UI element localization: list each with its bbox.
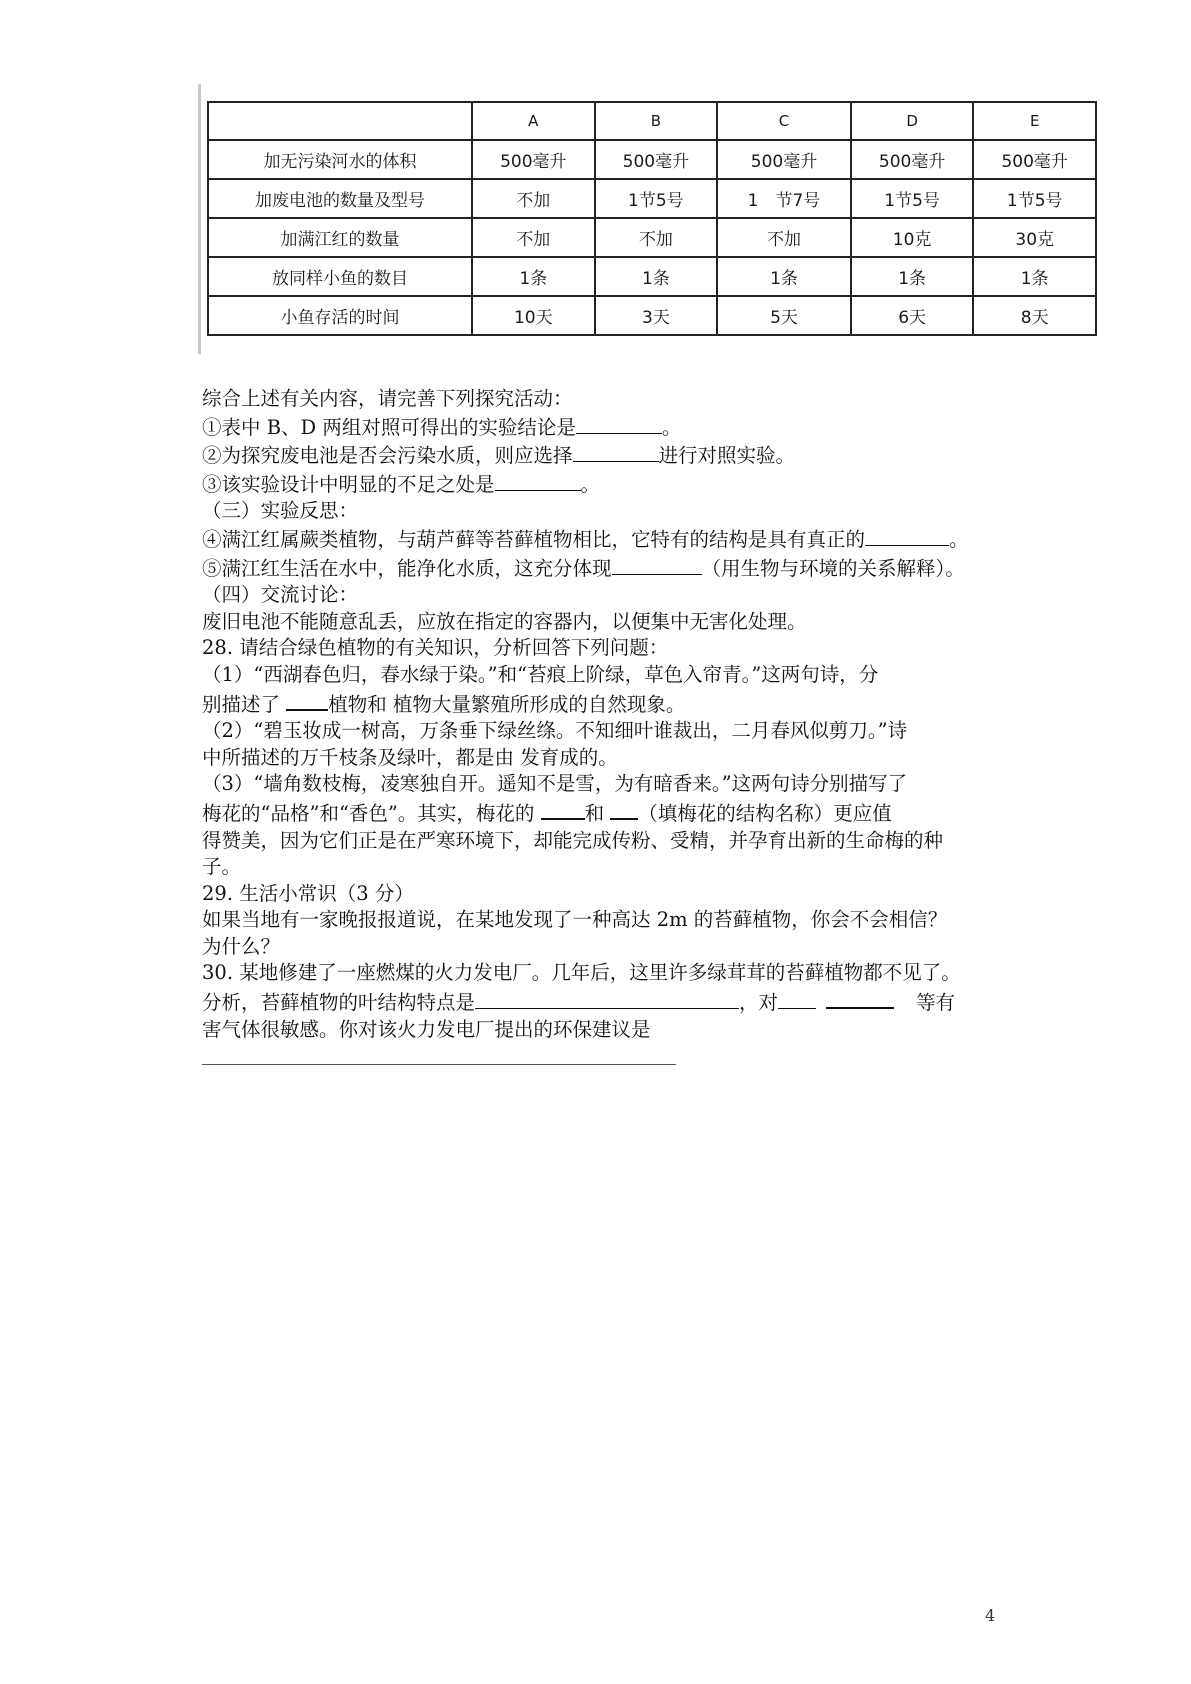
text-segment: ①表中 B、D 两组对照可得出的实验结论是: [202, 415, 576, 439]
table-row: [208, 257, 1096, 296]
text-line: 28. 请结合绿色植物的有关知识，分析回答下列问题：: [202, 636, 669, 660]
text-segment: 植物和 植物大量繁殖所形成的自然现象。: [328, 692, 686, 716]
table-header-cell: A: [472, 102, 595, 140]
text-line: [202, 554, 1002, 583]
text-line: （2）“碧玉妆成一树高，万条垂下绿丝绦。不知细叶谁裁出，二月春风似剪刀。”诗: [202, 719, 908, 743]
answer-blank: [778, 988, 816, 1009]
text-line: （四）交流讨论：: [202, 583, 359, 607]
table-cell: 30克: [973, 218, 1096, 257]
text-line: 综合上述有关内容，请完善下列探究活动：: [202, 387, 573, 410]
text-line: 29. 生活小常识（3 分）: [202, 881, 414, 905]
row-label: 加废电池的数量及型号: [208, 179, 472, 218]
text-line: [202, 798, 1002, 828]
table-cell: 3天: [595, 296, 718, 335]
answer-blank: [612, 554, 702, 575]
text-segment: 。: [580, 472, 601, 496]
table-cell: 500毫升: [851, 140, 974, 179]
text-line: 得赞美，因为它们正是在严寒环境下，却能完成传粉、受精，并孕育出新的生命梅的种: [202, 828, 944, 852]
answer-blank: [610, 798, 638, 820]
row-label: 加满江红的数量: [208, 218, 472, 257]
table-cell: 1节5号: [851, 179, 974, 218]
text-segment: ③该实验设计中明显的不足之处是: [202, 472, 495, 496]
table-cell: 500毫升: [717, 140, 851, 179]
text-segment: 分析，苔藓植物的叶结构特点是: [202, 991, 476, 1015]
row-label: 加无污染河水的体积: [208, 140, 472, 179]
table-cell: 5天: [717, 296, 851, 335]
text-line: 害气体很敏感。你对该火力发电厂提出的环保建议是: [202, 1017, 651, 1041]
text-segment: 别描述了: [202, 692, 287, 716]
text-segment: ②为探究废电池是否会污染水质，则应选择: [202, 444, 573, 468]
text-segment: （用生物与环境的关系解释）。: [701, 556, 965, 580]
table-cell: 不加: [717, 218, 851, 257]
text-line: [202, 470, 1002, 499]
text-line: （1）“西湖春色归，春水绿于染。”和“苔痕上阶绿，草色入帘青。”这两句诗，分: [202, 662, 879, 686]
table-header-cell: B: [595, 102, 718, 140]
text-segment: ④满江红属蕨类植物，与葫芦藓等苔藓植物相比，它特有的结构是具有真正的: [202, 527, 866, 551]
text-segment: 进行对照实验。: [658, 444, 796, 468]
row-label: 放同样小鱼的数目: [208, 257, 472, 296]
table-cell: 不加: [472, 179, 595, 218]
text-line: [202, 525, 1002, 554]
answer-line: [202, 1064, 676, 1065]
table-cell: 500毫升: [595, 140, 718, 179]
text-line: （3）“墙角数枝梅，凌寒独自开。遥知不是雪，为有暗香来。”这两句诗分别描写了: [202, 772, 908, 796]
table-row: [208, 179, 1096, 218]
question-text: [202, 386, 1002, 1043]
table-cell: 不加: [595, 218, 718, 257]
table-header-corner: [208, 102, 472, 140]
table-row: [208, 140, 1096, 179]
table-cell: 1节5号: [973, 179, 1096, 218]
table-header-cell: E: [973, 102, 1096, 140]
answer-blank: [475, 988, 739, 1009]
answer-blank: [865, 525, 949, 546]
text-line: 30. 某地修建了一座燃煤的火力发电厂。几年后，这里许多绿茸茸的苔藓植物都不见了。: [202, 961, 961, 985]
row-label: 小鱼存活的时间: [208, 296, 472, 335]
answer-blank: [826, 987, 894, 1009]
text-segment: （填梅花的结构名称）更应值: [638, 801, 892, 825]
table-cell: 1 节7号: [717, 179, 851, 218]
text-segment: ⑤满江红生活在水中，能净化水质，这充分体现: [202, 556, 612, 580]
table-header-row: [208, 102, 1096, 140]
table-cell: 1条: [851, 257, 974, 296]
table-row: [208, 218, 1096, 257]
table-cell: 1条: [472, 257, 595, 296]
table-cell: 6天: [851, 296, 974, 335]
text-segment: 。: [661, 415, 682, 439]
table-row: [208, 296, 1096, 335]
table-cell: 10克: [851, 218, 974, 257]
text-line: 废旧电池不能随意乱丢，应放在指定的容器内，以便集中无害化处理。: [202, 609, 807, 633]
text-segment: ，对: [739, 991, 779, 1015]
table-cell: 8天: [973, 296, 1096, 335]
table-cell: 不加: [472, 218, 595, 257]
text-segment: 和: [584, 801, 611, 825]
text-segment: 梅花的“品格”和“香色”。其实，梅花的: [202, 801, 541, 825]
table-cell: 10天: [472, 296, 595, 335]
table-cell: 1条: [595, 257, 718, 296]
text-line: 子。: [202, 855, 242, 879]
text-segment: 等有: [916, 991, 956, 1015]
page-number: 4: [985, 1606, 996, 1625]
table-cell: 500毫升: [472, 140, 595, 179]
table-cell: 1节5号: [595, 179, 718, 218]
table-header-cell: C: [717, 102, 851, 140]
text-line: [202, 987, 1002, 1017]
answer-blank: [286, 689, 328, 711]
experiment-table: [207, 101, 1097, 336]
table-cell: 1条: [717, 257, 851, 296]
answer-blank: [495, 470, 581, 491]
table-header-cell: D: [851, 102, 974, 140]
text-line: [202, 441, 1002, 470]
text-segment: 。: [949, 527, 969, 551]
answer-blank: [541, 798, 585, 820]
answer-blank: [576, 413, 662, 434]
text-line: [202, 689, 1002, 719]
table-cell: 1条: [973, 257, 1096, 296]
experiment-table-container: [198, 84, 1119, 354]
answer-blank: [573, 441, 659, 462]
text-line: 中所描述的万千枝条及绿叶，都是由 发育成的。: [202, 745, 618, 769]
text-line: [202, 413, 1002, 442]
table-cell: 500毫升: [973, 140, 1096, 179]
text-line: 为什么？: [202, 934, 281, 958]
text-line: （三）实验反思：: [202, 499, 359, 523]
text-line: 如果当地有一家晚报报道说，在某地发现了一种高达 2m 的苔藓植物，你会不会相信？: [202, 908, 948, 932]
